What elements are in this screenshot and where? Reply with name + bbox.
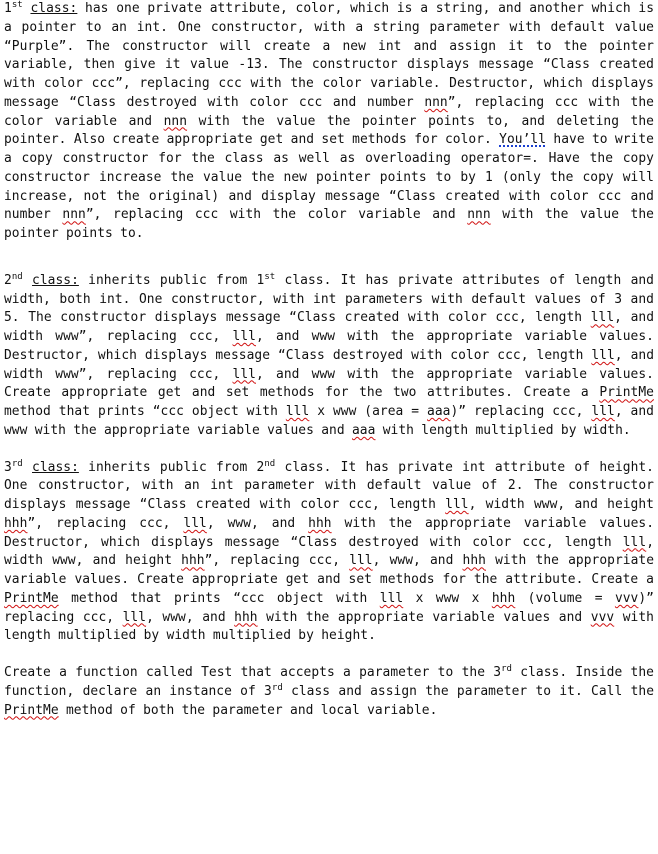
spellcheck-flagged-word: aaa: [427, 404, 451, 419]
spellcheck-flagged-word: lll: [622, 534, 647, 550]
spellcheck-flagged-word: hhh: [462, 553, 486, 569]
paragraph-text: with length multiplied by width multiplied by height.: [4, 609, 654, 644]
paragraph-text: , and width www”, replacing ccc,: [4, 347, 655, 382]
spellcheck-flagged-word: lll: [591, 347, 615, 363]
spellcheck-flagged-word: lll: [590, 310, 615, 326]
paragraph-text: with length multiplied by width.: [375, 422, 631, 438]
paragraph-text: with the appropriate variable values and: [257, 609, 591, 625]
spellcheck-flagged-word: lll: [379, 590, 404, 606]
spellcheck-flagged-word: PrintMe: [4, 702, 59, 718]
paragraph-text: ”, replacing ccc with the color variable and: [4, 94, 654, 129]
ordinal-suffix: rd: [501, 664, 513, 675]
paragraph-text: (volume =: [515, 590, 615, 606]
paragraph-text: method that prints “ccc object with: [58, 590, 380, 606]
paragraph-text: 3: [4, 459, 12, 475]
spellcheck-flagged-word: lll: [183, 515, 207, 531]
spellcheck-flagged-word: nnn: [424, 94, 448, 110]
spellcheck-flagged-word: lll: [285, 404, 310, 419]
paragraph-text: , and www with the appropriate variable values. Destructor, which displays message “Class destroyed with color ccc, length: [4, 329, 654, 363]
spellcheck-flagged-word: hhh: [181, 553, 205, 569]
spellcheck-flagged-word: aaa: [352, 422, 376, 438]
paragraph-text: with the value the pointer points to, and deleting the pointer. Also create appropriate get and set methods for color.: [4, 113, 654, 148]
paragraph-text: , and www with the appropriate variable values. Create appropriate get and set methods for the two attributes. Create a: [4, 366, 654, 401]
paragraph-text: , www, and: [146, 609, 235, 625]
paragraph-text: x www x: [403, 590, 492, 606]
spellcheck-flagged-word: lll: [232, 329, 256, 344]
ordinal-suffix: nd: [11, 271, 23, 282]
spellcheck-flagged-word: lll: [591, 404, 615, 419]
ordinal-suffix: nd: [264, 458, 276, 469]
paragraph-text: with the value the pointer points to.: [4, 207, 654, 241]
paragraph-text: class. It has private int attribute of height. One constructor, with an int parameter with default value of 2. The constructor displays message “Class created with color ccc, length: [4, 459, 654, 512]
class-heading-label: class:: [30, 1, 78, 16]
spellcheck-flagged-word: lll: [349, 553, 373, 569]
paragraph-text: ”, replacing ccc,: [204, 553, 350, 569]
document-body: [4, 0, 654, 720]
paragraph-text: , and www with the appropriate variable values and: [4, 404, 654, 438]
paragraph-text: ”, replacing ccc,: [27, 515, 184, 531]
paragraph-text: [23, 460, 32, 475]
paragraph-text: , www, and: [372, 553, 463, 569]
spellcheck-flagged-word: PrintMe: [4, 590, 59, 606]
ordinal-suffix: rd: [11, 458, 23, 469]
spellcheck-flagged-word: hhh: [4, 515, 28, 531]
class-heading-label: class:: [32, 272, 79, 288]
spellcheck-flagged-word: hhh: [308, 515, 332, 531]
spellcheck-flagged-word: PrintMe: [599, 385, 654, 401]
paragraph-text: method of both the parameter and local variable.: [58, 702, 438, 718]
spellcheck-flagged-word: hhh: [491, 590, 516, 606]
paragraph-text: x www (area =: [309, 404, 428, 419]
paragraph-text: , and width www”, replacing ccc,: [4, 310, 655, 344]
ordinal-suffix: st: [264, 271, 276, 282]
paragraph-test-function: [4, 664, 654, 720]
grammar-flagged-word: You’ll: [499, 132, 547, 148]
paragraph-text: [23, 273, 32, 288]
paragraph-text: )” replacing ccc,: [450, 404, 592, 419]
paragraph-text: class and assign the parameter to it. Call the: [282, 683, 655, 699]
paragraph-text: method that prints “ccc object with: [4, 404, 286, 419]
spellcheck-flagged-word: lll: [445, 497, 469, 512]
spellcheck-flagged-word: vvv: [614, 590, 639, 606]
paragraph-text: with the appropriate variable values. Destructor, which displays message “Class destroyed with color ccc, length: [4, 515, 654, 550]
paragraph-text: has one private attribute, color, which is a string, and another which is a pointer to an int. One constructor, with a string parameter with default value “Purple”. The constructor will create a new int and assign it to the pointer variable, then give it value -13. The constructor displays message “Class created with color ccc”, replacing ccc with the color variable. Destructor, which displays message “Class destroyed with color ccc and number: [4, 1, 655, 110]
paragraph-text: inherits public from 2: [78, 459, 265, 475]
paragraph-text: , width www, and height: [468, 497, 654, 512]
ordinal-suffix: rd: [271, 682, 283, 693]
spellcheck-flagged-word: nnn: [163, 113, 188, 129]
paragraph-text: , width www, and height: [4, 534, 654, 569]
paragraph-first-class: [4, 0, 654, 244]
paragraph-text: )” replacing ccc,: [4, 590, 654, 625]
paragraph-text: , www, and: [206, 515, 309, 531]
paragraph-text: ”, replacing ccc with the color variable and: [85, 207, 468, 223]
paragraph-text: have to write a copy constructor for the class as well as overloading operator=. Have the copy constructor increase the value the new pointer points to by 1 (only the copy will increase, not the original) and display message “Class created with color ccc and number: [4, 132, 654, 223]
paragraph-text: Create a function called Test that accepts a parameter to the 3: [4, 665, 502, 680]
paragraph-second-class: [4, 272, 654, 441]
spellcheck-flagged-word: hhh: [234, 609, 258, 625]
paragraph-third-class: [4, 459, 654, 647]
class-heading-label: class:: [32, 459, 79, 475]
spellcheck-flagged-word: lll: [122, 609, 147, 625]
spellcheck-flagged-word: nnn: [62, 207, 86, 223]
paragraph-text: 1: [4, 1, 12, 16]
paragraph-text: inherits public from 1: [78, 272, 265, 288]
spellcheck-flagged-word: lll: [232, 366, 256, 382]
paragraph-text: class. Inside the function, declare an instance of 3: [4, 665, 654, 699]
spellcheck-flagged-word: nnn: [467, 207, 491, 223]
paragraph-text: with the appropriate variable values. Create appropriate get and set methods for the attribute. Create a: [4, 553, 654, 587]
spellcheck-flagged-word: vvv: [590, 609, 615, 625]
ordinal-suffix: st: [11, 0, 23, 11]
paragraph-text: class. It has private attributes of length and width, both int. One constructor, with int parameters with default values of 3 and 5. The constructor displays message “Class created with color ccc, length: [4, 272, 654, 326]
paragraph-text: 2: [4, 272, 12, 288]
